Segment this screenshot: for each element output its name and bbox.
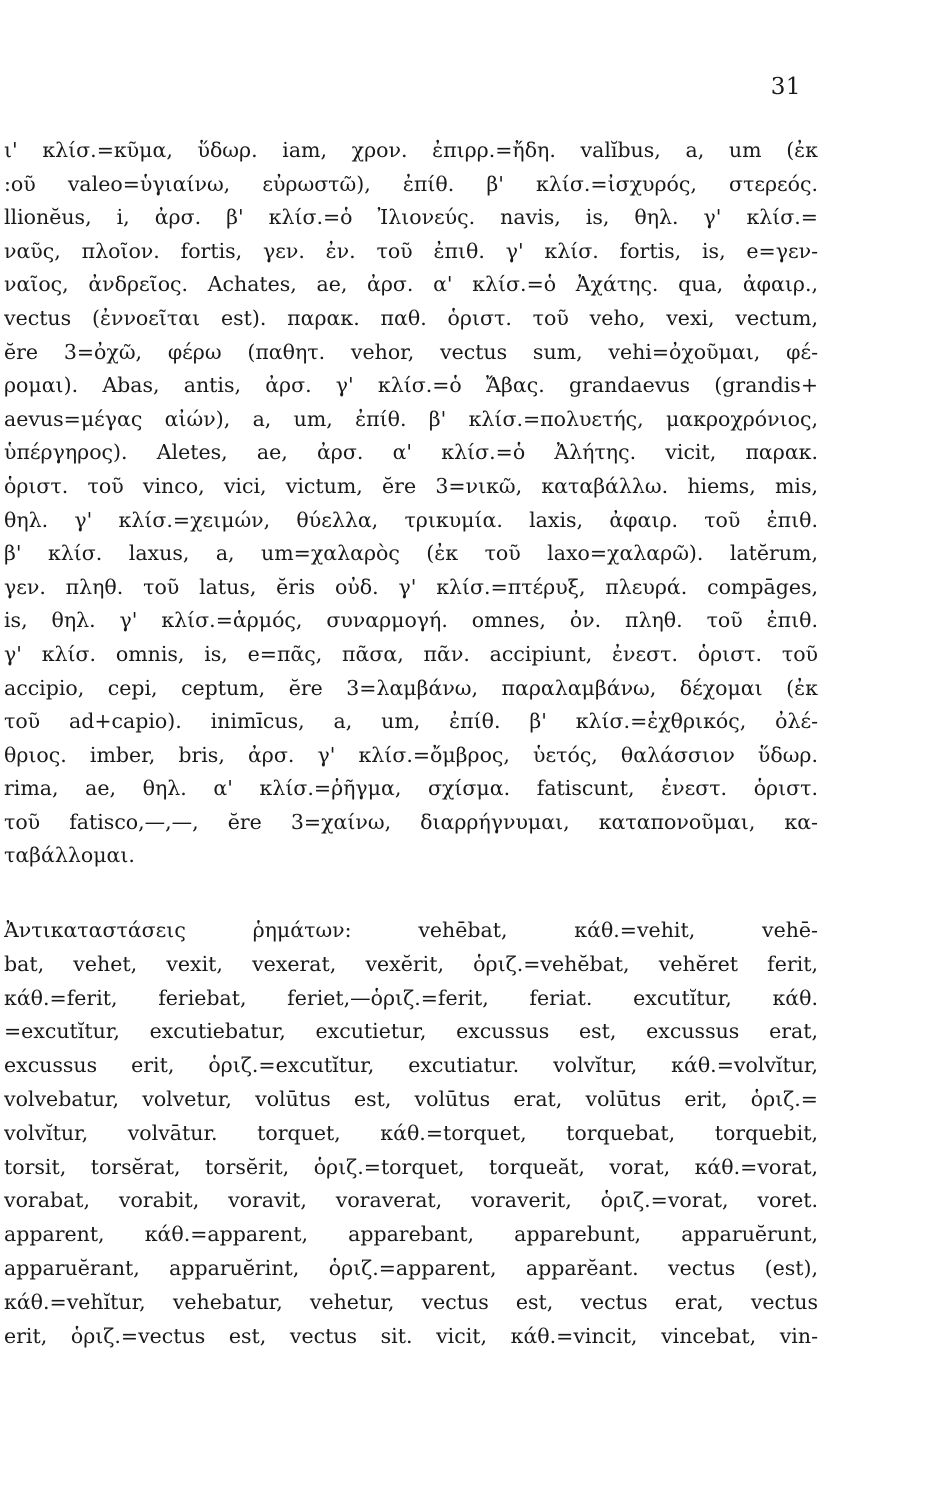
- text-line: θριος. imber, bris, ἀρσ. γ' κλίσ.=ὄμβρος, ὑετός, θαλάσσιον ὕδωρ.: [4, 742, 818, 767]
- text-line: volvebatur, volvetur, volūtus est, volūtus erat, volūtus erit, ὁριζ.=: [4, 1086, 818, 1111]
- text-line: ĕre 3=ὀχῶ, φέρω (παθητ. vehor, vectus sum, vehi=ὀχοῦμαι, φέ-: [4, 339, 818, 364]
- verb-substitutions-paragraph: [4, 914, 818, 1353]
- text-line: apparent, κάθ.=apparent, apparebant, apparebunt, apparuĕrunt,: [4, 1222, 818, 1247]
- text-line: =excutĭtur, excutiebatur, excutietur, excussus est, excussus erat,: [4, 1019, 818, 1044]
- text-line: θηλ. γ' κλίσ.=χειμών, θύελλα, τρικυμία. laxis, ἀφαιρ. τοῦ ἐπιθ.: [4, 507, 818, 532]
- text-line: ναῖος, ἀνδρεῖος. Achates, ae, ἀρσ. α' κλίσ.=ὁ Ἀχάτης. qua, ἀφαιρ.,: [4, 272, 818, 297]
- text-line: aevus=μέγας αἰών), a, um, ἐπίθ. β' κλίσ.=πολυετής, μακροχρόνιος,: [4, 406, 818, 431]
- text-line: τοῦ fatisco,—,—, ĕre 3=χαίνω, διαρρήγνυμαι, καταπονοῦμαι, κα-: [4, 809, 818, 834]
- text-line: ι' κλίσ.=κῦμα, ὕδωρ. iam, χρον. ἐπιρρ.=ἤδη. valĭbus, a, um (ἐκ: [4, 138, 818, 162]
- text-line: κάθ.=vehĭtur, vehebatur, vehetur, vectus est, vectus erat, vectus: [4, 1289, 818, 1314]
- text-line: excussus erit, ὁριζ.=excutĭtur, excutiatur. volvĭtur, κάθ.=volvĭtur,: [4, 1053, 818, 1078]
- text-line: is, θηλ. γ' κλίσ.=ἁρμός, συναρμογή. omnes, ὀν. πληθ. τοῦ ἐπιθ.: [4, 608, 818, 633]
- text-line: ὁριστ. τοῦ vinco, vici, victum, ĕre 3=νικῶ, καταβάλλω. hiems, mis,: [4, 473, 818, 498]
- text-line: τοῦ ad+capio). inimīcus, a, um, ἐπίθ. β' κλίσ.=ἐχθρικός, ὀλέ-: [4, 709, 818, 734]
- text-line: γ' κλίσ. omnis, is, e=πᾶς, πᾶσα, πᾶν. accipiunt, ἐνεστ. ὁριστ. τοῦ: [4, 641, 818, 666]
- text-line: rima, ae, θηλ. α' κλίσ.=ῥῆγμα, σχίσμα. fatiscunt, ἐνεστ. ὁριστ.: [4, 776, 818, 801]
- text-line: ὑπέργηρος). Aletes, ae, ἀρσ. α' κλίσ.=ὁ Ἀλήτης. vicit, παρακ.: [4, 440, 818, 465]
- text-line: Ἀντικαταστάσεις ῥημάτων: vehēbat, κάθ.=vehit, vehē-: [4, 918, 818, 942]
- text-line: llionĕus, i, ἀρσ. β' κλίσ.=ὁ Ἰλιονεύς. navis, is, θηλ. γ' κλίσ.=: [4, 205, 818, 230]
- vocabulary-paragraph: [4, 134, 818, 873]
- text-line: apparuĕrant, apparuĕrint, ὁριζ.=apparent, apparĕant. vectus (est),: [4, 1255, 818, 1280]
- text-line: ταβάλλομαι.: [4, 843, 135, 868]
- text-line: vectus (ἐννοεῖται est). παρακ. παθ. ὁριστ. τοῦ veho, vexi, vectum,: [4, 305, 818, 330]
- text-line: erit, ὁριζ.=vectus est, vectus sit. vicit, κάθ.=vincit, vincebat, vin-: [4, 1323, 818, 1348]
- page-number: 31: [770, 74, 801, 100]
- text-line: β' κλίσ. laxus, a, um=χαλαρὸς (ἐκ τοῦ laxo=χαλαρῶ). latĕrum,: [4, 541, 818, 566]
- text-line: torsit, torsĕrat, torsĕrit, ὁριζ.=torquet, torqueăt, vorat, κάθ.=vorat,: [4, 1154, 818, 1179]
- text-line: γεν. πληθ. τοῦ latus, ĕris οὐδ. γ' κλίσ.=πτέρυξ, πλευρά. compāges,: [4, 574, 818, 599]
- text-line: vorabat, vorabit, voravit, voraverat, voraverit, ὁριζ.=vorat, voret.: [4, 1188, 818, 1213]
- text-line: bat, vehet, vexit, vexerat, vexĕrit, ὁριζ.=vehĕbat, vehĕret ferit,: [4, 951, 818, 976]
- text-line: volvĭtur, volvātur. torquet, κάθ.=torquet, torquebat, torquebit,: [4, 1120, 818, 1145]
- text-line: accipio, cepi, ceptum, ĕre 3=λαμβάνω, παραλαμβάνω, δέχομαι (ἐκ: [4, 675, 818, 700]
- text-line: ρομαι). Abas, antis, ἀρσ. γ' κλίσ.=ὁ Ἄβας. grandaevus (grandis+: [4, 373, 818, 398]
- text-line: κάθ.=ferit, feriebat, feriet,—ὁριζ.=ferit, feriat. excutĭtur, κάθ.: [4, 985, 818, 1010]
- text-line: :οῦ valeo=ὑγιαίνω, εὐρωστῶ), ἐπίθ. β' κλίσ.=ἰσχυρός, στερεός.: [4, 171, 818, 196]
- text-line: ναῦς, πλοῖον. fortis, γεν. ἐν. τοῦ ἐπιθ. γ' κλίσ. fortis, is, e=γεν-: [4, 238, 818, 263]
